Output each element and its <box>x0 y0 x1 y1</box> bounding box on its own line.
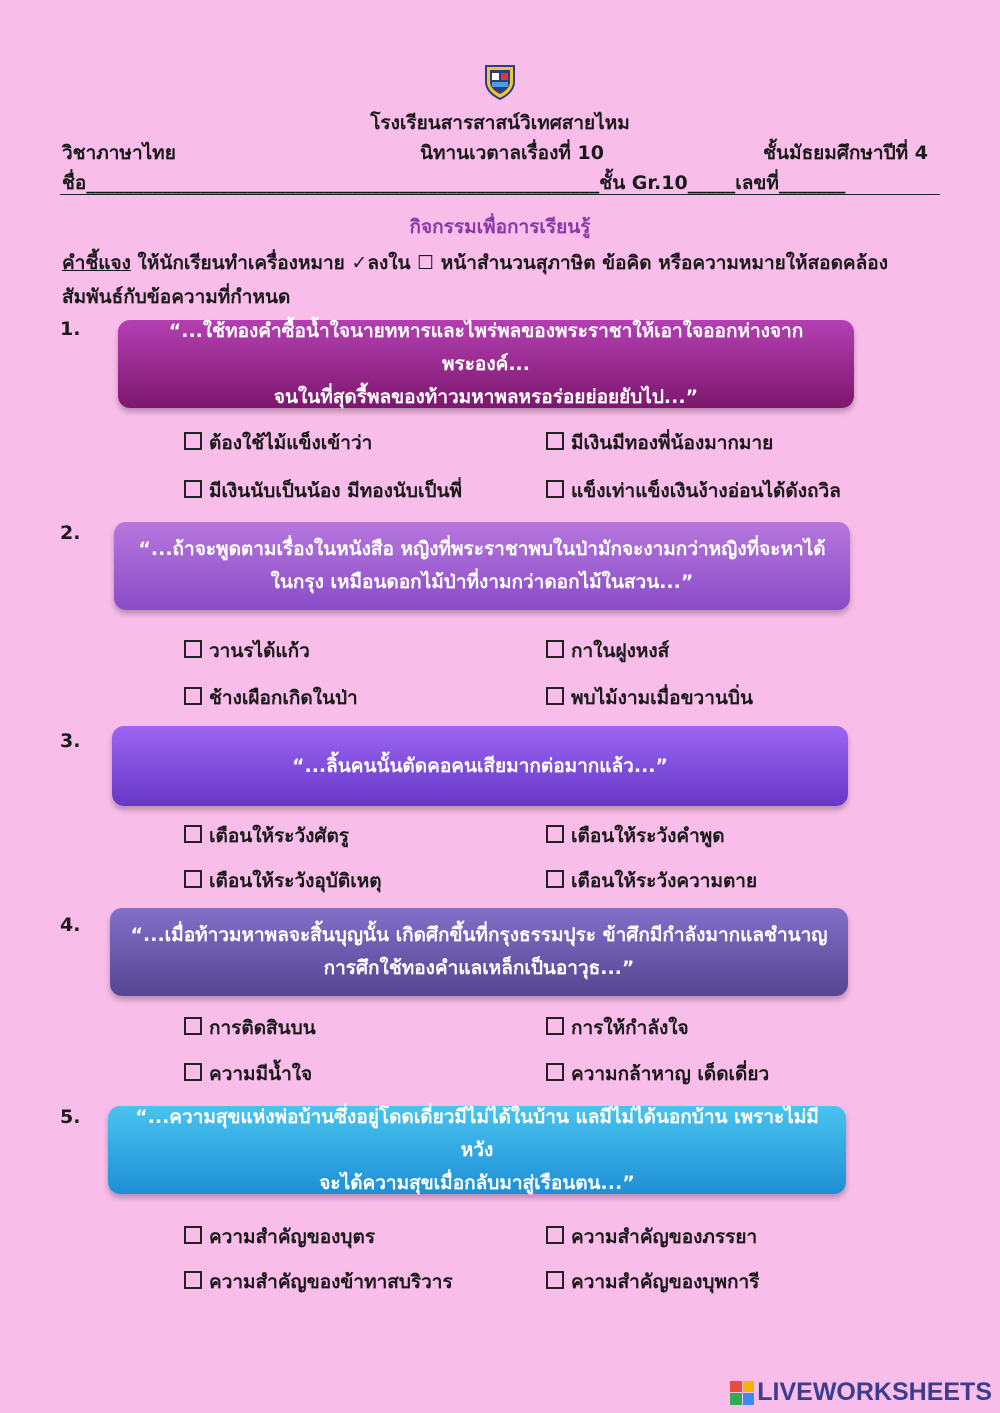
option-label: ความสำคัญของภรรยา <box>571 1226 758 1248</box>
option-item[interactable] <box>184 821 349 851</box>
option-item[interactable] <box>546 1267 759 1297</box>
option-item[interactable] <box>546 683 753 713</box>
school-crest-icon <box>484 64 516 100</box>
checkbox-icon[interactable] <box>546 1271 564 1289</box>
quote-box <box>118 320 854 408</box>
option-item[interactable] <box>546 476 841 506</box>
liveworksheets-logo <box>730 1378 992 1407</box>
activity-title: กิจกรรมเพื่อการเรียนรู้ <box>409 216 591 238</box>
option-label: เตือนให้ระวังศัตรู <box>209 825 349 847</box>
checkbox-icon[interactable] <box>184 480 202 498</box>
option-label: มีเงินนับเป็นน้อง มีทองนับเป็นพี่ <box>209 480 463 502</box>
option-item[interactable] <box>546 428 773 458</box>
checkbox-icon[interactable] <box>546 687 564 705</box>
checkbox-icon[interactable] <box>184 870 202 888</box>
checkbox-icon[interactable] <box>546 870 564 888</box>
quote-line: “...เมื่อท้าวมหาพลจะสิ้นบุญนั้น เกิดศึกขึ้นที่กรุงธรรมปุระ ข้าศึกมีกำลังมากแลชำนาญ <box>130 924 828 946</box>
option-item[interactable] <box>184 428 372 458</box>
instruction <box>62 246 942 314</box>
option-item[interactable] <box>184 866 382 896</box>
brand-text: LIVEWORKSHEETS <box>757 1378 992 1406</box>
quote-line: “...ลิ้นคนนั้นตัดคอคนเสียมากต่อมากแล้ว...” <box>291 754 668 777</box>
option-label: เตือนให้ระวังอุบัติเหตุ <box>209 870 382 892</box>
option-label: แข็งเท่าแข็งเงินง้างอ่อนได้ดังถวิล <box>571 480 841 502</box>
checkbox-icon[interactable] <box>184 432 202 450</box>
checkbox-icon[interactable] <box>184 1017 202 1035</box>
liveworksheets-icon <box>730 1381 754 1405</box>
option-item[interactable] <box>184 1059 312 1089</box>
quote-line: “...ความสุขแห่งพ่อบ้านซึ่งอยู่โดดเดี่ยวมีไม่ได้ในบ้าน แลมีไม่ได้นอกบ้าน เพราะไม่มีหวัง <box>135 1105 819 1161</box>
option-item[interactable] <box>546 1222 757 1252</box>
question-number: 5. <box>60 1106 81 1128</box>
checkbox-icon[interactable] <box>546 1226 564 1244</box>
checkbox-icon[interactable] <box>184 1226 202 1244</box>
option-label: การติดสินบน <box>209 1017 316 1039</box>
option-label: ช้างเผือกเกิดในป่า <box>209 687 358 709</box>
option-item[interactable] <box>184 476 462 506</box>
option-item[interactable] <box>184 636 310 666</box>
question-number: 1. <box>60 318 81 340</box>
question-number: 4. <box>60 914 81 936</box>
option-label: ความสำคัญของบุพการี <box>571 1271 760 1293</box>
quote-box <box>112 726 848 806</box>
quote-line: ในกรุง เหมือนดอกไม้ป่าที่งามกว่าดอกไม้ในสวน...” <box>270 571 694 593</box>
option-label: พบไม้งามเมื่อขวานบิ่น <box>571 687 753 709</box>
option-label: มีเงินมีทองพี่น้องมากมาย <box>571 432 774 454</box>
quote-box <box>114 522 850 610</box>
quote-line: “...ใช้ทองคำซื้อน้ำใจนายทหารและไพร่พลของพระราชาให้เอาใจออกห่างจากพระองค์... <box>168 319 804 375</box>
option-label: วานรได้แก้ว <box>209 640 310 662</box>
checkbox-icon[interactable] <box>546 825 564 843</box>
option-label: กาในฝูงหงส์ <box>571 640 670 662</box>
option-item[interactable] <box>184 1267 453 1297</box>
grade-label: ชั้นมัธยมศึกษาปีที่ 4 <box>763 142 928 164</box>
option-label: ความสำคัญของบุตร <box>209 1226 376 1248</box>
checkbox-icon[interactable] <box>184 1063 202 1081</box>
checkbox-icon[interactable] <box>546 1017 564 1035</box>
option-item[interactable] <box>546 636 669 666</box>
option-label: ความมีน้ำใจ <box>209 1063 313 1085</box>
quote-box <box>110 908 848 996</box>
header-divider <box>60 194 940 195</box>
checkbox-icon[interactable] <box>184 640 202 658</box>
checkbox-icon[interactable] <box>546 640 564 658</box>
option-item[interactable] <box>546 1059 769 1089</box>
name-line: ชื่อ______________________________________________________ชั้น Gr.10_____เลขที่_______ <box>62 172 846 194</box>
quote-line: “...ถ้าจะพูดตามเรื่องในหนังสือ หญิงที่พระราชาพบในป่ามักจะงามกว่าหญิงที่จะหาได้ <box>138 538 826 560</box>
option-label: การให้กำลังใจ <box>571 1017 689 1039</box>
option-label: ความสำคัญของข้าทาสบริวาร <box>209 1271 453 1293</box>
quote-line: การศึกใช้ทองคำแลเหล็กเป็นอาวุธ...” <box>323 957 635 979</box>
checkbox-icon[interactable] <box>184 825 202 843</box>
option-item[interactable] <box>546 821 725 851</box>
option-label: ความกล้าหาญ เด็ดเดี่ยว <box>571 1063 770 1085</box>
checkbox-icon[interactable] <box>546 1063 564 1081</box>
checkbox-icon[interactable] <box>184 687 202 705</box>
option-label: เตือนให้ระวังคำพูด <box>571 825 725 847</box>
quote-line: จนในที่สุดรี้พลของท้าวมหาพลหรอร่อยย่อยยับไป...” <box>273 385 699 408</box>
option-item[interactable] <box>546 866 757 896</box>
school-name: โรงเรียนสารสาสน์วิเทศสายไหม <box>370 112 630 134</box>
story-title: นิทานเวตาลเรื่องที่ 10 <box>420 142 604 164</box>
option-label: ต้องใช้ไม้แข็งเข้าว่า <box>209 432 373 454</box>
option-item[interactable] <box>546 1013 689 1043</box>
instruction-text: ให้นักเรียนทำเครื่องหมาย ✓ลงใน ☐ หน้าสำนวนสุภาษิต ข้อคิด หรือความหมายให้สอดคล้องสัมพันธ์กับข้อความที่กำหนด <box>62 252 888 308</box>
checkbox-icon[interactable] <box>546 480 564 498</box>
option-item[interactable] <box>184 683 358 713</box>
option-label: เตือนให้ระวังความตาย <box>571 870 758 892</box>
question-number: 3. <box>60 730 81 752</box>
checkbox-icon[interactable] <box>184 1271 202 1289</box>
subject-label: วิชาภาษาไทย <box>62 142 176 164</box>
question-number: 2. <box>60 522 81 544</box>
quote-box <box>108 1106 846 1194</box>
instruction-label: คำชี้แจง <box>62 252 131 274</box>
option-item[interactable] <box>184 1013 316 1043</box>
checkbox-icon[interactable] <box>546 432 564 450</box>
option-item[interactable] <box>184 1222 375 1252</box>
quote-line: จะได้ความสุขเมื่อกลับมาสู่เรือนตน...” <box>319 1171 635 1194</box>
